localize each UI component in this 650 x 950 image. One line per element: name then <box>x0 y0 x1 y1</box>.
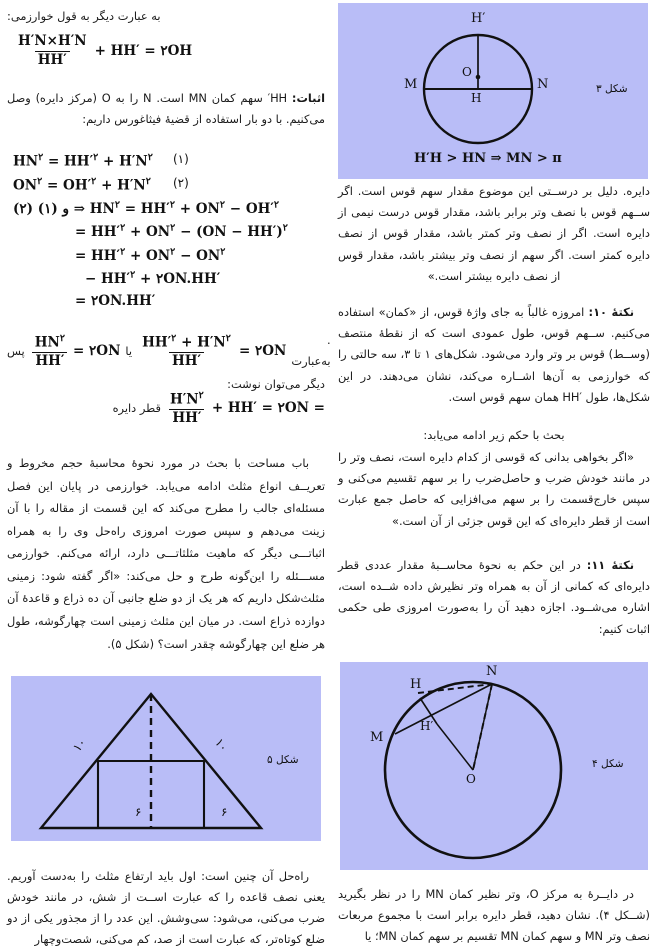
derivation-row <box>13 176 313 194</box>
derivation-line: = $HH'^۲ + ON^۲ - ON^۲$ <box>75 246 226 264</box>
conclusion-eq-b-den: HH′ <box>169 352 204 370</box>
figure-3 <box>338 3 648 179</box>
conclusion-eq-a-fraction <box>32 333 68 370</box>
derivation-line: $ON^۲ = OH'^۲ + H'N^۲$ <box>13 175 151 193</box>
conclusion-eq-b-num: $HH'^۲ + H'N^۲$ <box>142 332 231 351</box>
final-equation <box>165 390 325 427</box>
figure-4 <box>340 662 648 870</box>
figure-4-label-o: O <box>466 772 476 786</box>
derivation-row <box>13 199 313 217</box>
note-10-label: نکتهٔ ۱۰: <box>588 305 634 319</box>
right-bottom-paragraph: در دایــرهٔ به مرکز O، وتر نظیر کمان MN را در نظر بگیرید (شــکل ۴). نشان دهید، قطر دایره برابر است با مجموع مربعات نصف وتر MN و سهم کمان MN تقسیم بر سهم کمان MN؛ یا <box>338 887 650 944</box>
figure-3-label-h: H <box>471 91 482 105</box>
final-equation-persian: قطر دایره <box>112 400 161 415</box>
note-11-text: در این حکم به نحوهٔ محاســبهٔ مقدار عددی قطر دایره‌ای که کمانی از آن به همراه وتر نظیرش داده شــده است، اشاره می‌شــود. اجازه دهید آن را به‌صورت امروزی طی حکمی اثبات کنیم: <box>338 558 650 636</box>
figure-4-dashed-hn <box>418 684 492 693</box>
derivation-row <box>13 246 313 264</box>
figure-4-dashed-no <box>473 684 492 770</box>
derivation-line: = ۲ON.HH′ <box>75 293 156 309</box>
conclusion-eq-b-rhs: = ۲ON <box>239 343 287 360</box>
figure-5-caption: شکل ۵ <box>267 754 299 766</box>
derivation-row <box>13 270 313 288</box>
conclusion-block <box>7 330 331 396</box>
note-11-label: نکتهٔ ۱۱: <box>586 558 634 572</box>
conclusion-eq-a-rhs: = ۲ON <box>73 343 121 360</box>
equation-1-denominator: HH′ <box>35 51 70 69</box>
proof-paragraph-block <box>7 88 325 130</box>
derivation-row <box>13 293 313 309</box>
figure-5 <box>11 676 321 841</box>
conclusion-eq-a-den: HH′ <box>32 352 67 370</box>
conclusion-or-word: یا <box>125 343 133 358</box>
conclusion-line2: دیگر می‌توان نوشت: <box>227 377 325 392</box>
equation-1-rest: + HH′ = ۲OH <box>94 43 193 60</box>
figure-3-center-point <box>476 75 481 80</box>
figure-4-label-h: H <box>410 677 422 692</box>
proof-label: اثبات: <box>291 91 326 105</box>
figure-3-label-h-prime: H′ <box>471 11 486 26</box>
derivation-line: = $HH'^۲ + ON^۲ - (ON - HH')^۲$ <box>75 222 288 240</box>
figure-3-equation: H′H > HN ⇒ MN > π <box>414 151 562 166</box>
figure-3-label-m: M <box>404 77 418 92</box>
note-10-text: امروزه غالباً به جای واژهٔ قوس، از «کمان» استفاده می‌کنیم. ســهم قوس، طول عمودی است که از نقطهٔ منتصف (وســط) قوس بر وتر وارد می‌شود. شکل‌های ۱ تا ۳، سه حالتی را که خوارزمی به آن‌ها اشــاره می‌کند، نشان می‌دهند. در این شکل‌ها، طول ′HH همان سهم قوس است. <box>338 305 650 404</box>
proof-text: HH′ سهم کمان MN است. N را به O (مرکز دایره) وصل می‌کنیم. با دو بار استفاده از قضیهٔ فیثاغورس داریم: <box>7 91 325 127</box>
left-intro-line: به عبارت دیگر به قول خوارزمی: <box>7 9 161 23</box>
final-equation-rhs: + HH′ = ۲ON = <box>211 400 325 417</box>
conclusion-eq-b <box>137 333 286 370</box>
conclusion-eq-b-fraction <box>139 333 234 370</box>
derivation-line: (۲) و (۱) ⇒ $HN^۲ = HH'^۲ + ON^۲ - OH'^۲$ <box>13 199 280 217</box>
right-paragraph-after-fig3: دایره. دلیل بر درســتی این موضوع مقدار سهم قوس است. اگر ســهم قوس با نصف وتر برابر باشد، مقدار قوس درست نیمی از دایره است. اگر از نصف وتر کمتر باشد، مقدار قوس از نصف دایره کمتر است. اگر سهم از نصف وتر بیشتر باشد، مقدار قوس از نصف دایره بیشتر است.» <box>338 184 650 283</box>
figure-5-side-right-label: ۱۰ <box>211 735 231 755</box>
left-body-paragraph: باب مساحت با بحث در مورد نحوهٔ محاسبهٔ حجم مخروط و تعریــف انواع مثلث ادامه می‌یابد. خوارزمی در پایان این فصل مسئله‌ای جالب را مطرح می‌کند که این قسمت از مقاله را با آن زینت می‌دهم و سپس صورت امروزی راه‌حل وی را به همراه اثباتـــی دیگر که ماهیت مثلثاتـــی دارد، ارائه می‌کنم. خوارزمی مســـئله را این‌گونه طرح و حل می‌کند: «اگر گفته شود: زمینی مثلث‌شکل داریم که هر یک از دو ضلع جانبی آن ده ذراع و قاعدهٔ آن دوازده ذراع است. در میان این مثلث زمینی است چهارگوشه، طول هر ضلع این چهارگوشه چقدر است؟ (شکل ۵). <box>7 456 325 651</box>
figure-4-caption: شکل ۴ <box>592 758 624 770</box>
figure-5-base-right-label: ۶ <box>221 805 228 819</box>
conclusion-row <box>7 330 331 372</box>
derivation-row <box>13 152 313 170</box>
final-equation-fraction <box>167 390 207 427</box>
conclusion-eq-a-num: $HN^۲$ <box>34 332 66 351</box>
khwarizmi-quote: «اگر بخواهی بدانی که قوسی از کدام دایره است، نصف وتر را در مانند خودش ضرب و حاصل‌ضرب را بر سهم تقسیم می‌کنی و سپس خارج‌قسمت را بر سهم می‌افزایی که حاصل جمع عبارت است از قطر دایره‌ای که این قوس جزئی از آن است.» <box>338 450 650 528</box>
final-equation-den: HH′ <box>169 409 204 427</box>
proof-paragraph <box>7 88 325 130</box>
derivation-tag: (۲) <box>173 175 189 190</box>
conclusion-prefix: پس <box>7 343 25 358</box>
continuation-lead: بحث با حکم زیر ادامه می‌یابد: <box>423 428 565 442</box>
equation-1-numerator: H′N×H′N <box>18 33 87 49</box>
figure-5-base-left-label: ۶ <box>135 805 142 819</box>
equation-1 <box>13 34 192 68</box>
final-equation-row <box>7 390 325 427</box>
figure-4-label-h-prime: H′ <box>420 719 434 733</box>
figure-4-segment-hprime-o <box>437 724 473 770</box>
derivation-tag: (۱) <box>173 152 189 166</box>
left-bottom-paragraph: راه‌حل آن چنین است: اول باید ارتفاع مثلث را به‌دست آوریم. یعنی نصف قاعده را که عبارت اســت از شش، در مانند خودش ضرب می‌کنی، می‌شود: سی‌وشش. این عدد را از مجذور یکی از دو ضلع کوتاه‌تر، که عبارت است از صد، کم می‌کنی، شصت‌وچهار <box>7 869 325 947</box>
final-equation-num: $H'N^۲$ <box>169 390 204 408</box>
figure-3-label-n: N <box>537 77 549 92</box>
figure-3-caption: شکل ۳ <box>596 83 628 95</box>
figure-4-label-n: N <box>486 664 498 679</box>
conclusion-eq-a <box>30 333 121 370</box>
derivation-row <box>13 223 313 241</box>
conclusion-suffix: . به‌عبارت <box>291 333 331 369</box>
figure-3-label-o: O <box>462 65 472 79</box>
note-10-paragraph <box>338 302 650 408</box>
figure-5-side-left-label: ۱۰ <box>69 735 89 755</box>
final-equation-block <box>7 390 325 427</box>
derivation-line: $HN^۲ = HH'^۲ + H'N^۲$ <box>13 152 153 170</box>
derivation-block <box>13 152 313 315</box>
figure-4-label-m: M <box>370 730 384 745</box>
derivation-line: − $HH'^۲$ + ۲ON.HH′ <box>85 269 221 287</box>
note-11-paragraph <box>338 555 650 640</box>
equation-1-fraction <box>15 34 90 68</box>
